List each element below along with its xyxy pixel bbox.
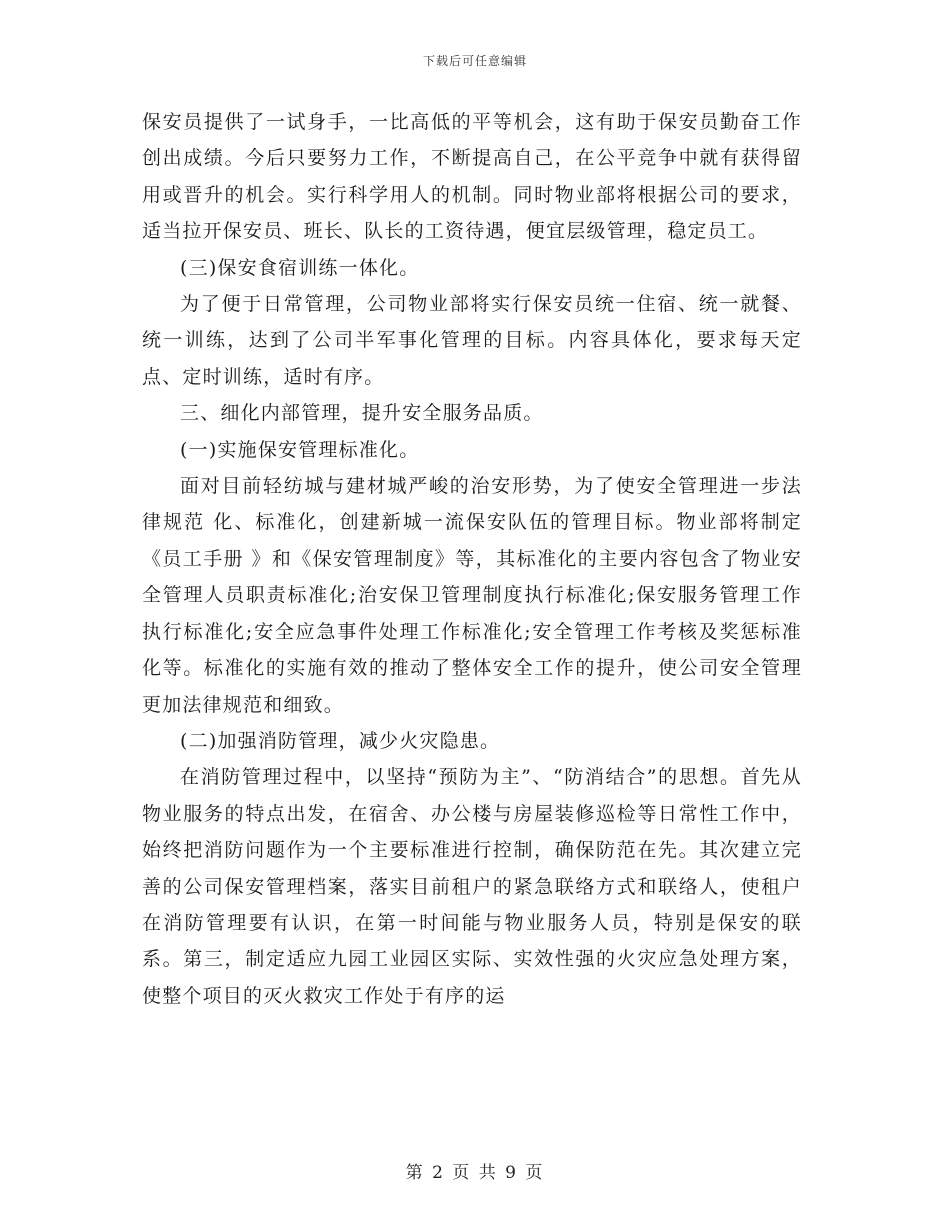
section-heading-fire-management: (二)加强消防管理，减少火灾隐患。: [180, 729, 501, 752]
page-header: 下载后可任意编辑: [422, 54, 527, 68]
document-body: [142, 104, 802, 1014]
paragraph-1: 保安员提供了一试身手，一比高低的平等机会，这有助于保安员勤奋工作创出成绩。今后只要努力工作，不断提高自己，在公平竞争中就有获得留用或晋升的机会。实行科学用人的机制。同时物业部将根据公司的要求，适当拉开保安员、班长、队长的工资待遇，便宜层级管理，稳定员工。: [142, 111, 802, 243]
paragraph-3: 为了便于日常管理，公司物业部将实行保安员统一住宿、统一就餐、统一训练，达到了公司半军事化管理的目标。内容具体化，要求每天定点、定时训练，适时有序。: [142, 293, 802, 388]
paragraph-6: 面对目前轻纺城与建材城严峻的治安形势，为了使安全管理进一步法律规范 化、标准化，创建新城一流保安队伍的管理目标。物业部将制定《员工手册 》和《保安管理制度》等，其标准化的主要内容包含了物业安全管理人员职责标准化;治安保卫管理制度执行标准化;保安服务管理工作执行标准化;安全应急事件处理工作标准化;安全管理工作考核及奖惩标准化等。标准化的实施有效的推动了整体安全工作的提升，使公司安全管理更加法律规范和细致。: [142, 475, 802, 716]
paragraph-8: 在消防管理过程中，以坚持“预防为主”、“防消结合”的思想。首先从物业服务的特点出发，在宿舍、办公楼与房屋装修巡检等日常性工作中，始终把消防问题作为一个主要标准进行控制，确保防范在先。其次建立完善的公司保安管理档案，落实目前租户的紧急联络方式和联络人，使租户在消防管理要有认识，在第一时间能与物业服务人员，特别是保安的联系。第三，制定适应九园工业园区实际、实效性强的火灾应急处理方案，使整个项目的灭火救灾工作处于有序的运: [142, 766, 802, 1007]
section-heading-canteen-training: (三)保安食宿训练一体化。: [180, 256, 420, 279]
section-heading-standardization: (一)实施保安管理标准化。: [180, 438, 420, 461]
section-heading-internal-management: 三、细化内部管理，提升安全服务品质。: [180, 402, 544, 425]
page-number: 第 2 页 共 9 页: [405, 1163, 545, 1183]
